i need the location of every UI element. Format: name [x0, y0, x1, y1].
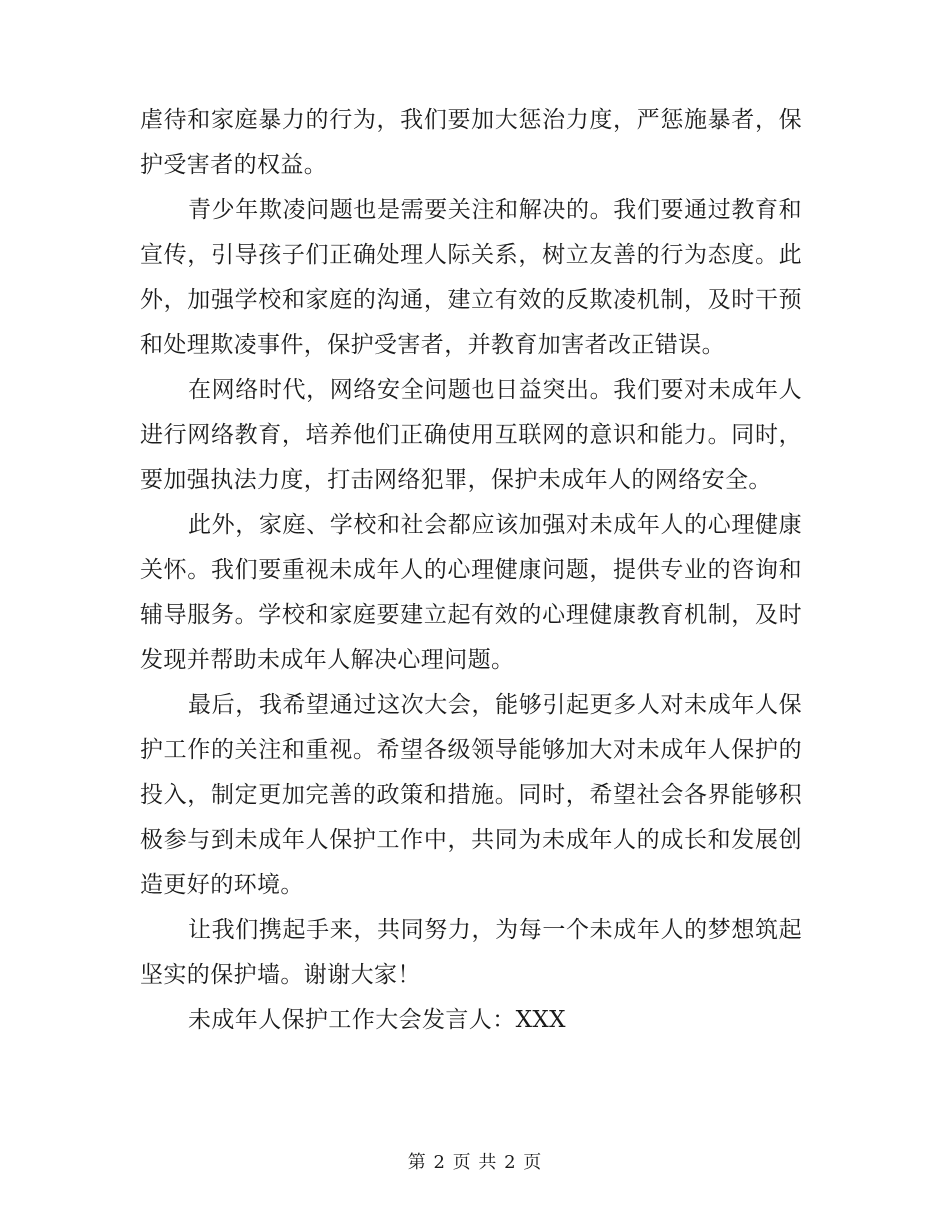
paragraph-mental-health: 此外，家庭、学校和社会都应该加强对未成年人的心理健康关怀。我们要重视未成年人的心理健康问题，提供专业的咨询和辅导服务。学校和家庭要建立起有效的心理健康教育机制，及时发现并帮助未成年人解决心理问题。 — [140, 512, 802, 673]
page-number-footer: 第 2 页 共 2 页 — [407, 1152, 543, 1173]
speaker-signature: 未成年人保护工作大会发言人：XXX — [188, 1007, 566, 1033]
paragraph-network-safety: 在网络时代，网络安全问题也日益突出。我们要对未成年人进行网络教育，培养他们正确使用互联网的意识和能力。同时，要加强执法力度，打击网络犯罪，保护未成年人的网络安全。 — [140, 377, 802, 493]
paragraph-continuation: 虐待和家庭暴力的行为，我们要加大惩治力度，严惩施暴者，保护受害者的权益。 — [140, 107, 802, 178]
paragraph-conclusion: 最后，我希望通过这次大会，能够引起更多人对未成年人保护工作的关注和重视。希望各级领导能够加大对未成年人保护的投入，制定更加完善的政策和措施。同时，希望社会各界能够积极参与到未成年人保护工作中，共同为未成年人的成长和发展创造更好的环境。 — [140, 692, 802, 898]
paragraph-bullying: 青少年欺凌问题也是需要关注和解决的。我们要通过教育和宣传，引导孩子们正确处理人际关系，树立友善的行为态度。此外，加强学校和家庭的沟通，建立有效的反欺凌机制，及时干预和处理欺凌事件，保护受害者，并教育加害者改正错误。 — [140, 197, 802, 358]
paragraph-closing: 让我们携起手来，共同努力，为每一个未成年人的梦想筑起坚实的保护墙。谢谢大家！ — [140, 917, 802, 988]
document-body — [140, 98, 802, 1043]
